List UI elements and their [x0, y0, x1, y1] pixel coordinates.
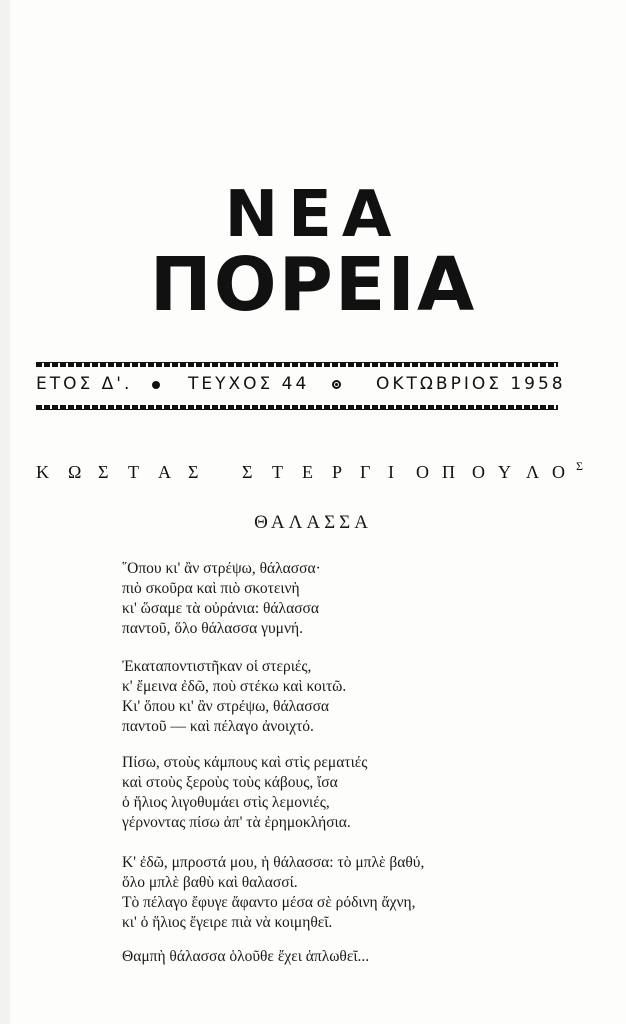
poem-line: κ' ἔμεινα ἐδῶ, ποὺ στέκω καὶ κοιτῶ. — [122, 678, 347, 695]
poem-line: ὅλο μπλὲ βαθὺ καὶ θαλασσί. — [122, 874, 298, 891]
poem-line: Ἐκαταποντιστῆκαν οἱ στεριές, — [122, 658, 312, 675]
author-letter: Ω — [68, 462, 82, 482]
ornamental-rule-top — [36, 362, 558, 367]
poem-line: Κι' ὅπου κι' ἂν στρέψω, θάλασσα — [122, 698, 330, 715]
author-letter: Κ — [36, 462, 49, 482]
author-letter: Ο — [472, 462, 485, 482]
issue-number: ΤΕΥΧΟΣ 44 — [188, 374, 310, 394]
author-letter: Υ — [498, 462, 511, 482]
poem-title: ΘΑΛΑΣΣΑ — [254, 512, 372, 533]
magazine-title-line2: ΠΟΡΕΙΑ — [149, 242, 477, 328]
poem-stanza — [122, 657, 562, 737]
poem-line: παντοῦ, ὅλο θάλασσα γυμνή. — [122, 620, 303, 637]
author-letter: Σ — [98, 462, 109, 482]
author-letter: Λ — [526, 462, 540, 482]
author-letter: Α — [158, 462, 171, 482]
issue-info — [36, 374, 566, 396]
author-letter: Σ — [576, 459, 583, 473]
issue-date: ΟΚΤΩΒΡΙΟΣ 1958 — [376, 374, 566, 394]
author-letter: Γ — [360, 462, 371, 482]
issue-year: ΕΤΟΣ Δ'. — [36, 374, 133, 394]
author-letter: Τ — [128, 462, 139, 482]
author-letter: Ο — [416, 462, 429, 482]
poem-line: Τὸ πέλαγο ἔφυγε ἄφαντο μέσα σὲ ρόδινη ἄχνη, — [122, 894, 416, 911]
poem-line: καὶ στοὺς ξεροὺς τοὺς κάβους, ἴσα — [122, 774, 338, 791]
poem-line: Πίσω, στοὺς κάμπους καὶ στὶς ρεματιές — [122, 754, 368, 771]
author-letter: Ε — [302, 462, 313, 482]
author-letter: Σ — [188, 462, 199, 482]
ornamental-rule-bottom — [36, 405, 558, 410]
bullet-ring-icon — [332, 380, 341, 389]
poem-line: ῞Οπου κι' ἂν στρέψω, θάλασσα· — [122, 560, 321, 577]
author-letter: Ι — [388, 462, 394, 482]
author-letter: Ο — [552, 462, 565, 482]
poem-stanza — [122, 559, 562, 639]
author-letter: Ρ — [332, 462, 343, 482]
magazine-title-line1: ΝΕΑ — [224, 178, 402, 252]
poem-line: κι' ὥσαμε τὰ οὐράνια: θάλασσα — [122, 600, 320, 617]
author-letter: Τ — [272, 462, 283, 482]
author-name — [36, 459, 583, 486]
poem-line: κι' ὁ ἥλιος ἔγειρε πιὰ νὰ κοιμηθεῖ. — [122, 914, 333, 931]
author-letter: Π — [442, 462, 455, 482]
poem-line: Θαμπὴ θάλασσα ὁλοῦθε ἔχει ἁπλωθεῖ... — [122, 948, 370, 965]
poem-line: πιὸ σκοῦρα καὶ πιὸ σκοτεινὴ — [122, 580, 300, 597]
poem-stanza — [122, 753, 562, 833]
poem-line: γέρνοντας πίσω ἀπ' τὰ ἐρημοκλήσια. — [122, 814, 351, 831]
poem-stanza — [122, 853, 562, 933]
author-letter: Σ — [242, 462, 253, 482]
bullet-icon — [152, 381, 160, 389]
poem-stanza — [122, 947, 562, 967]
poem-line: Κ' ἐδῶ, μπροστά μου, ἡ θάλασσα: τὸ μπλὲ βαθύ, — [122, 854, 425, 871]
poem-line: παντοῦ — καὶ πέλαγο ἀνοιχτό. — [122, 718, 314, 735]
poem-line: ὁ ἥλιος λιγοθυμάει στὶς λεμονιές, — [122, 794, 330, 811]
